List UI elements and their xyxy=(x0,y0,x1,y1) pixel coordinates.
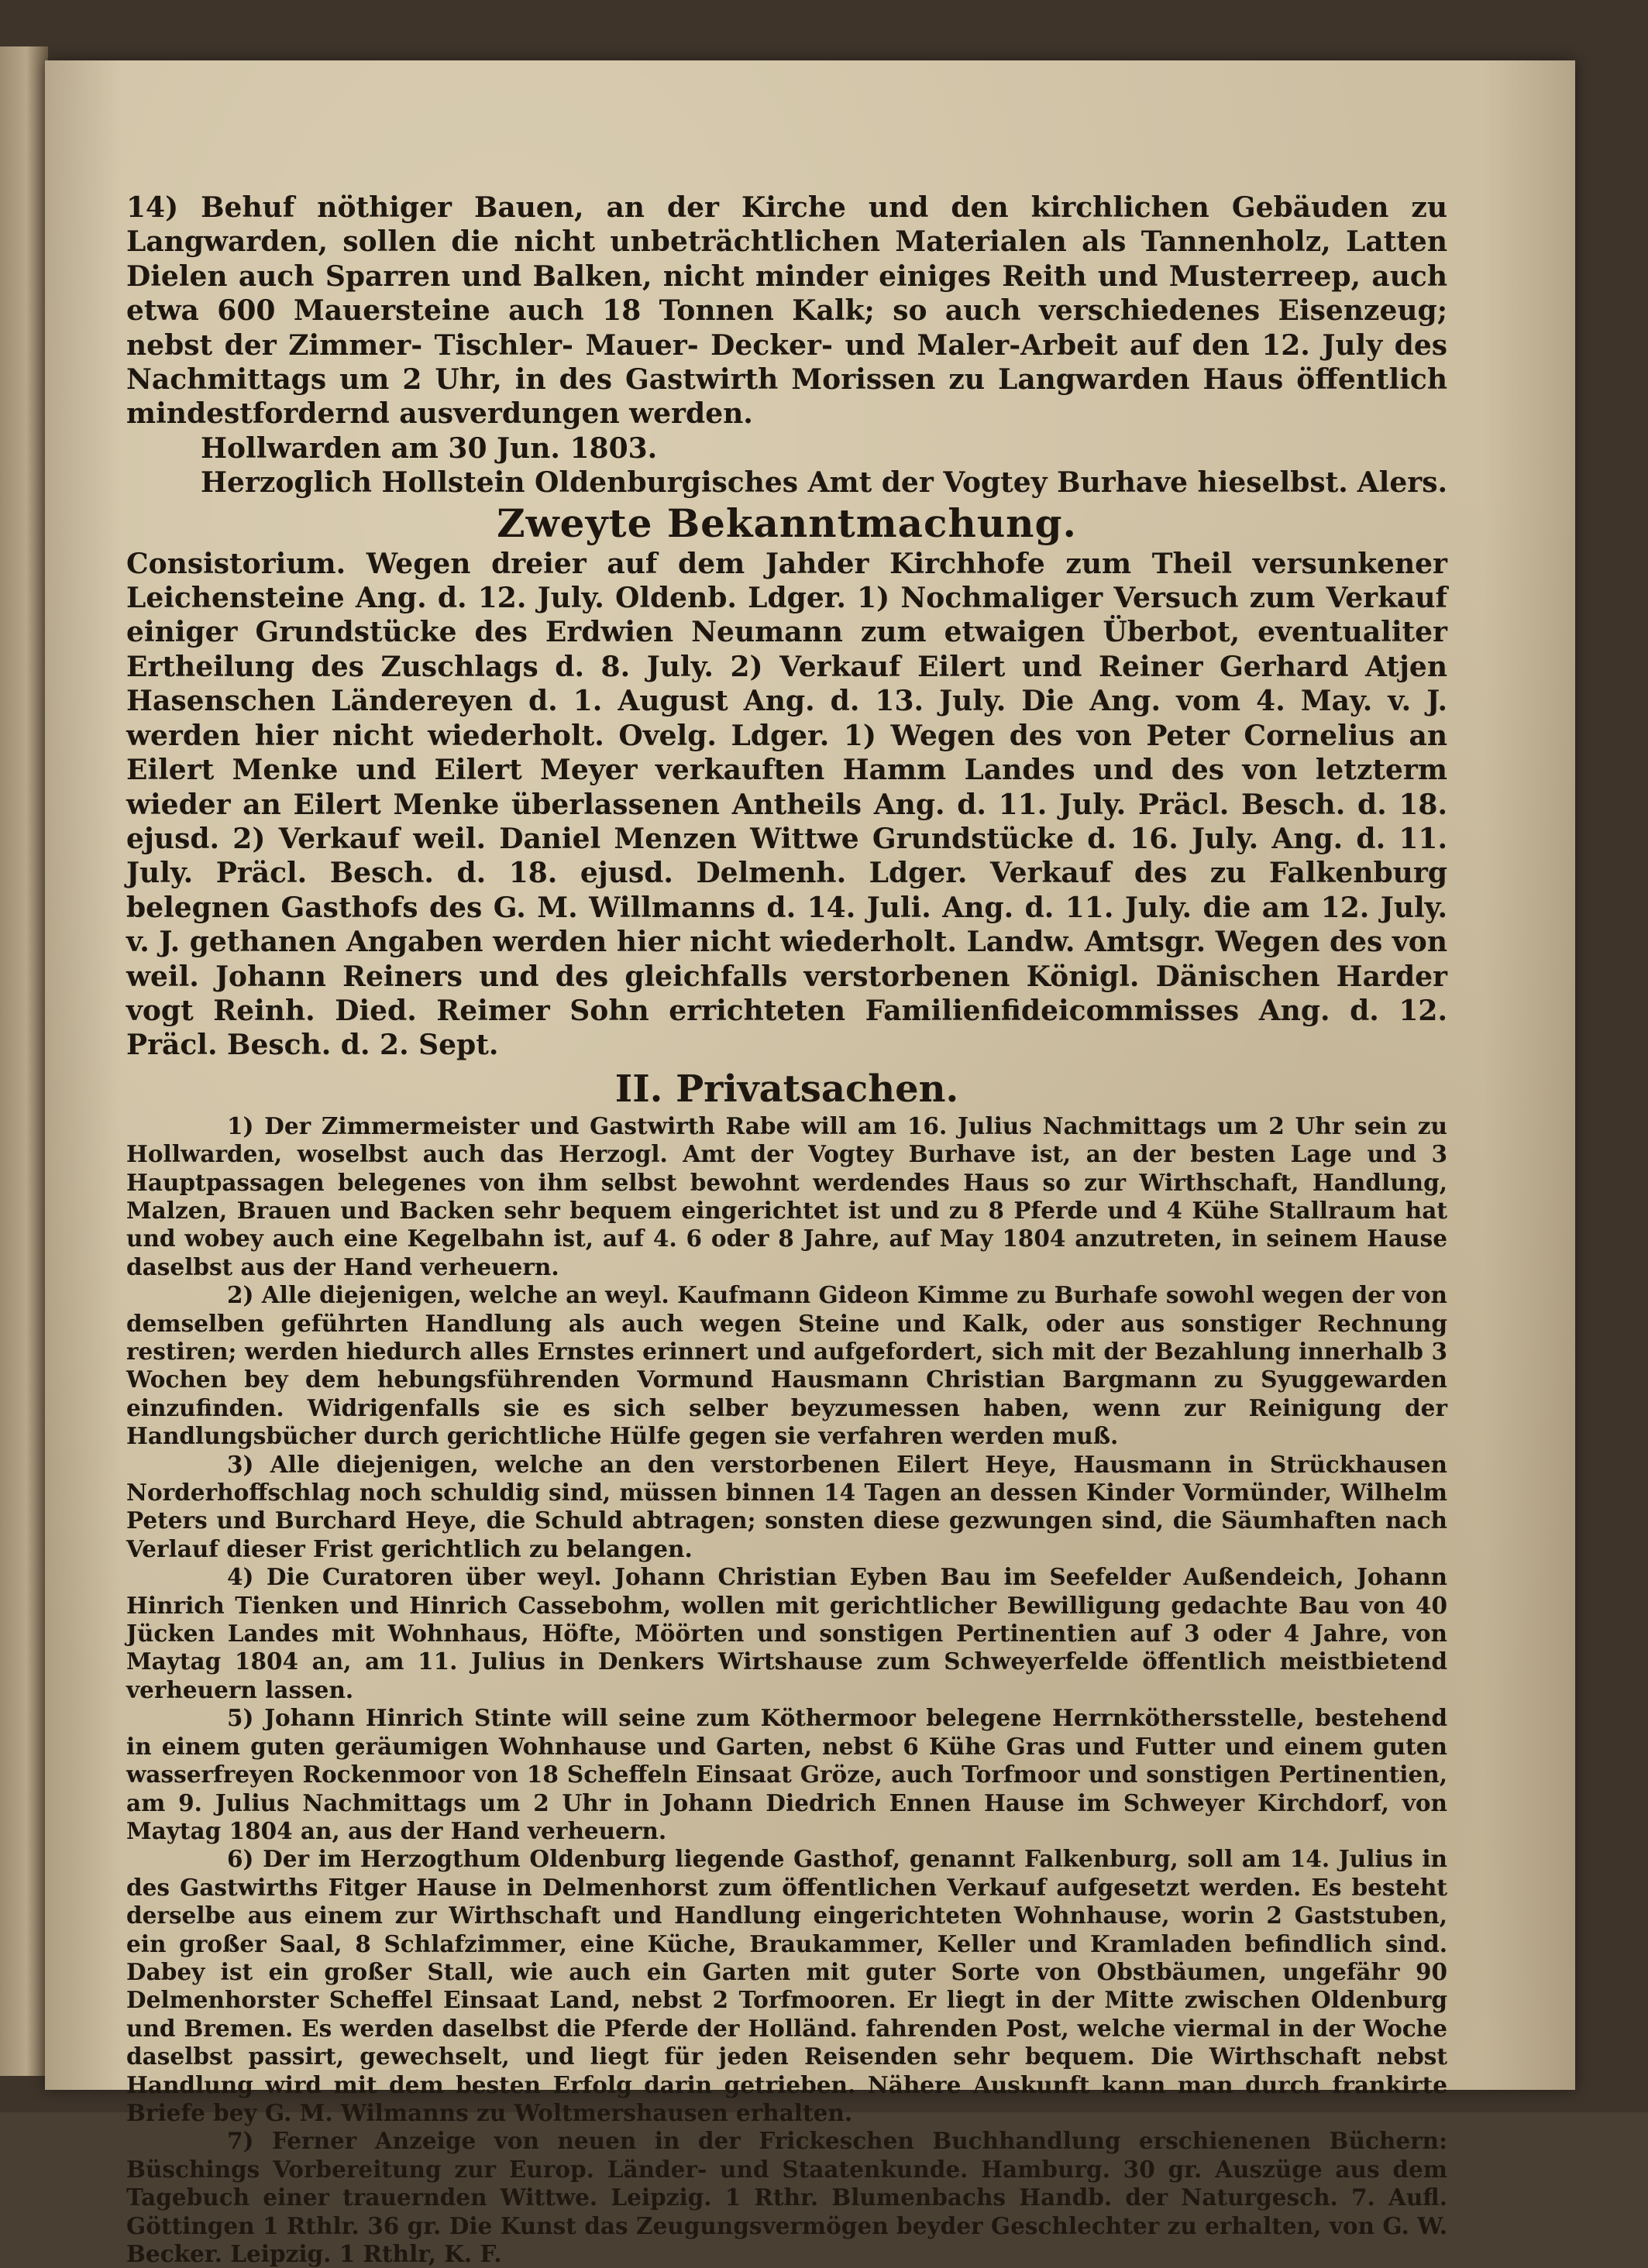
notice-date-line: Hollwarden am 30 Jun. 1803. xyxy=(201,431,658,465)
section-heading-zweyte-bekanntmachung: Zweyte Bekanntmachung. xyxy=(497,500,1077,546)
privat-item-7: 7) Ferner Anzeige von neuen in der Frickeschen Buchhandlung erschienenen Büchern: Büschings Vorbereitung zur Europ. Länder- und Staatenkunde. Hamburg. 30 gr. Auszüge aus dem Tagebuch einer trauernden Wittwe. Leipzig. 1 Rthr. Blumenbachs Handb. der Naturgesch. 7. Aufl. Göttingen 1 Rthlr. 36 gr. Die Kunst das Zeugungsvermögen beyder Geschlechter zu erhalten, von G. W. Becker. Leipzig. 1 Rthlr, K. F. xyxy=(126,2127,1447,2267)
page-content xyxy=(126,191,1447,2268)
notice-paragraph-14: 14) Behuf nöthiger Bauen, an der Kirche und den kirchlichen Gebäuden zu Langwarden, sollen die nicht unbeträchtlichen Materialen als Tannenholz, Latten Dielen auch Sparren und Balken, nicht minder einiges Reith und Musterreep, auch etwa 600 Mauersteine auch 18 Tonnen Kalk; so auch verschiedenes Eisenzeug; nebst der Zimmer- Tischler- Mauer- Decker- und Maler-Arbeit auf den 12. July des Nachmittags um 2 Uhr, in des Gastwirth Morissen zu Langwarden Haus öffentlich mindestfordernd ausverdungen werden. xyxy=(126,191,1447,431)
privat-item-6: 6) Der im Herzogthum Oldenburg liegende Gasthof, genannt Falkenburg, soll am 14. Julius in des Gastwirths Fitger Hause in Delmenhorst zum öffentlichen Verkauf aufgesetzt werden. Es besteht derselbe aus einem zur Wirthschaft und Handlung eingerichteten Wohnhause, worin 2 Gaststuben, ein großer Saal, 8 Schlafzimmer, eine Küche, Braukammer, Keller und Kramladen befindlich sind. Dabey ist ein großer Stall, wie auch ein Garten mit guter Sorte von Obstbäumen, ungefähr 90 Delmenhorster Scheffel Einsaat Land, nebst 2 Torfmooren. Er liegt in der Mitte zwischen Oldenburg und Bremen. Es werden daselbst die Pferde der Holländ. fahrenden Post, welche viermal in der Woche daselbst passirt, gewechselt, und liegt für jeden Reisenden sehr bequem. Die Wirthschaft nebst Handlung wird mit dem besten Erfolg darin getrieben. Nähere Auskunft kann man durch frankirte Briefe bey G. M. Wilmanns zu Woltmershausen erhalten. xyxy=(126,1845,1447,2126)
privat-item-1: 1) Der Zimmermeister und Gastwirth Rabe will am 16. Julius Nachmittags um 2 Uhr sein zu Hollwarden, woselbst auch das Herzogl. Amt der Vogtey Burhave ist, an der besten Lage und 3 Hauptpassagen belegenes von ihm selbst bewohnt werdendes Haus so zur Wirthschaft, Handlung, Malzen, Brauen und Backen sehr bequem eingerichtet ist und zu 8 Pferde und 4 Kühe Stallraum hat und wobey auch eine Kegelbahn ist, auf 4. 6 oder 8 Jahre, auf May 1804 anzutreten, in seinem Hause daselbst aus der Hand verheuern. xyxy=(126,1112,1447,1280)
privat-item-2: 2) Alle diejenigen, welche an weyl. Kaufmann Gideon Kimme zu Burhafe sowohl wegen der von demselben geführten Handlung als auch wegen Steine und Kalk, oder aus sonstiger Rechnung restiren; werden hiedurch alles Ernstes erinnert und aufgefordert, sich mit der Bezahlung innerhalb 3 Wochen bey dem hebungsführenden Vormund Hausmann Christian Bargmann zu Syuggewarden einzufinden. Widrigenfalls sie es sich selber beyzumessen haben, wenn zur Reinigung der Handlungsbücher durch gerichtliche Hülfe gegen sie verfahren werden muß. xyxy=(126,1281,1447,1450)
office-signature: Alers. xyxy=(1357,466,1447,500)
section-heading-privatsachen: II. Privatsachen. xyxy=(614,1067,959,1111)
privat-item-3: 3) Alle diejenigen, welche an den verstorbenen Eilert Heye, Hausmann in Strückhausen Norderhoffschlag noch schuldig sind, müssen binnen 14 Tagen an dessen Kinder Vormünder, Wilhelm Peters und Burchard Heye, die Schuld abtragen; sonsten diese gezwungen sind, die Säumhaften nach Verlauf dieser Frist gerichtlich zu belangen. xyxy=(126,1450,1447,1562)
office-name: Herzoglich Hollstein Oldenburgisches Amt der Vogtey Burhave hieselbst. xyxy=(201,466,1348,500)
newspaper-page xyxy=(45,60,1575,2267)
privat-item-5: 5) Johann Hinrich Stinte will seine zum Köthermoor belegene Herrnköthersstelle, bestehend in einem guten geräumigen Wohnhause und Garten, nebst 6 Kühe Gras und Futter und einem guten wasserfreyen Rockenmoor von 18 Scheffeln Einsaat Gröze, auch Torfmoor und sonstigen Pertinentien, am 9. Julius Nachmittags um 2 Uhr in Johann Diedrich Ennen Hause im Schweyer Kirchdorf, von Maytag 1804 an, aus der Hand verheuern. xyxy=(126,1704,1447,1844)
bekanntmachung-paragraph: Consistorium. Wegen dreier auf dem Jahder Kirchhofe zum Theil versunkener Leichensteine Ang. d. 12. July. Oldenb. Ldger. 1) Nochmaliger Versuch zum Verkauf einiger Grundstücke des Erdwien Neumann zum etwaigen Überbot, eventualiter Ertheilung des Zuschlags d. 8. July. 2) Verkauf Eilert und Reiner Gerhard Atjen Hasenschen Ländereyen d. 1. August Ang. d. 13. July. Die Ang. vom 4. May. v. J. werden hier nicht wiederholt. Ovelg. Ldger. 1) Wegen des von Peter Cornelius an Eilert Menke und Eilert Meyer verkauften Hamm Landes und des von letzterm wieder an Eilert Menke überlassenen Antheils Ang. d. 11. July. Präcl. Besch. d. 18. ejusd. 2) Verkauf weil. Daniel Menzen Wittwe Grundstücke d. 16. July. Ang. d. 11. July. Präcl. Besch. d. 18. ejusd. Delmenh. Ldger. Verkauf des zu Falkenburg belegnen Gasthofs des G. M. Willmanns d. 14. Juli. Ang. d. 11. July. die am 12. July. v. J. gethanen Angaben werden hier nicht wiederholt. Landw. Amtsgr. Wegen des von weil. Johann Reiners und des gleichfalls verstorbenen Königl. Dänischen Harder vogt Reinh. Died. Reimer Sohn errichteten Familienfideicommisses Ang. d. 12. Präcl. Besch. d. 2. Sept. xyxy=(126,547,1447,1062)
privat-item-4: 4) Die Curatoren über weyl. Johann Christian Eyben Bau im Seefelder Außendeich, Johann Hinrich Tienken und Hinrich Cassebohm, wollen mit gerichtlicher Bewilligung gedachte Bau von 40 Jücken Landes mit Wohnhaus, Höfte, Möörten und sonstigen Pertinentien auf 3 oder 4 Jahre, von Maytag 1804 an, am 11. Julius in Denkers Wirtshause zum Schweyerfelde öffentlich meistbietend verheuern lassen. xyxy=(126,1563,1447,1703)
notice-office-line xyxy=(126,466,1447,500)
previous-page-edge xyxy=(0,46,48,2076)
